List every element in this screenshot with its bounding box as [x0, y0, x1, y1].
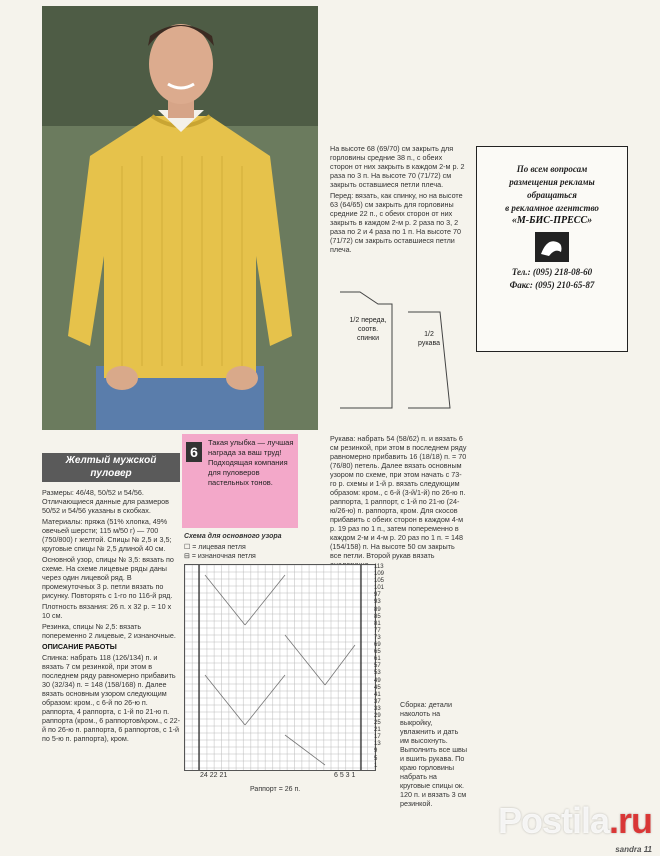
row-number: 93 [374, 599, 381, 606]
back-text: Спинка: набрать 118 (126/134) п. и вязать 7 см резинкой, при этом в последнем ряду равномерно прибавить 30 (32/34) п. = 148 (158/168) п. Далее вязать основным узором следующим образом: кром., с 6-й по 26-ю п. раппорта, 4 раппорта, с 1-й по 21-ю п. раппорта (кром., 6 раппортов/кром., с 22-й по 26-ю п. раппорта, 6 раппортов, с 1-й по 5-ю п. раппорта), кром. [42, 653, 180, 743]
chart-rapport-label: Раппорт = 26 п. [250, 786, 301, 793]
row-number: 113 [374, 564, 384, 570]
ad-line-1: По всем вопросам [516, 164, 588, 174]
sizes-text: Размеры: 46/48, 50/52 и 54/56. Отличающиеся данные для размеров 50/52 и 54/56 указаны в скобках. [42, 488, 170, 515]
legend-1-text: = лицевая петля [192, 544, 246, 551]
row-number: 65 [374, 649, 381, 656]
row-number: 53 [374, 670, 381, 677]
assembly-text: Сборка: детали наколоть на выкройку, увлажнить и дать им высохнуть. Выполнить все швы и вшить рукава. По краю горловины набрать на круговые спицы ок. 120 п. и вязать 3 см резинкой. [400, 700, 467, 808]
row-number: 105 [374, 578, 385, 585]
knitting-chart [184, 564, 376, 771]
chart-right-stitch-numbers: 6 5 3 1 [334, 772, 356, 779]
work-heading: ОПИСАНИЕ РАБОТЫ [42, 642, 117, 651]
row-number: 1 [374, 762, 378, 769]
row-number: 89 [374, 606, 381, 613]
assembly-column [400, 700, 468, 810]
page-footer [615, 845, 652, 854]
pattern-text: Основной узор, спицы № 3,5: вязать по схеме. На схеме лицевые ряды даны через один лицевой ряд. В промежуточных 3 р. петли вязать по рисунку. Повторять с 1-го по 116-й ряд. [42, 555, 174, 600]
caption-number: 6 [186, 442, 202, 462]
watermark [498, 800, 652, 842]
chart-legend-2: ⊟ = изнаночная петля [184, 553, 256, 560]
front-text: Перед: вязать, как спинку, но на высоте 63 (64/65) см закрыть для горловины средние 22 п., с обеих сторон от них закрыть в каждом 2-м р. 2 раза по 3, 2 раза по 2 и 4 раза по 1 п. На высоте 70 (71/72) см закрыть оставшиеся петли плеча. [330, 191, 463, 254]
row-number: 101 [374, 585, 385, 592]
row-number: 109 [374, 571, 385, 578]
schematic-front-label: 1/2 переда, соотв. спинки [349, 317, 387, 342]
ad-box [476, 146, 628, 352]
materials-text: Материалы: пряжа (51% хлопка, 49% овечьей шерсти; 115 м/50 г) — 700 (750/800) г желтой. Спицы № 2,5 и 3,5; круговые спицы № 2,5 длиной 40 см. [42, 517, 172, 553]
row-number: 37 [374, 698, 381, 705]
watermark-name: Postila [497, 800, 609, 841]
ad-line-3: обращаться [527, 190, 577, 200]
pattern-title [42, 453, 180, 482]
ad-brand: «М-БИС-ПРЕСС» [511, 215, 593, 226]
row-number: 57 [374, 663, 381, 670]
row-number: 21 [374, 727, 381, 734]
row-number: 33 [374, 705, 381, 712]
schematic-diagram [330, 282, 470, 422]
mid-text-top [330, 144, 466, 256]
row-number: 25 [374, 720, 381, 727]
agency-logo-icon [535, 232, 569, 262]
chart-left-stitch-numbers: 24 22 21 [200, 772, 228, 779]
row-number: 13 [374, 741, 381, 748]
row-number: 9 [374, 748, 378, 755]
model-photo [42, 6, 318, 430]
schematic-sleeve-label: 1/2 рукава [418, 331, 440, 347]
row-number: 81 [374, 620, 381, 627]
row-number: 49 [374, 677, 381, 684]
ad-phone: Тел.: (095) 218-08-60 [511, 267, 593, 277]
ad-fax: Факс: (095) 210-65-87 [509, 280, 595, 290]
caption-text: Такая улыбка — лучшая награда за ваш труд! Подходящая компания для пуловеров пастельных тонов. [208, 438, 294, 487]
row-number: 97 [374, 592, 381, 599]
caption-box [182, 434, 298, 528]
title-line-1: Желтый мужской [65, 455, 157, 466]
mid-text-sleeve [330, 434, 468, 571]
legend-2-text: = изнаночная петля [191, 553, 256, 560]
row-number: 69 [374, 642, 381, 649]
left-text-column [42, 488, 180, 745]
row-number: 85 [374, 613, 381, 620]
title-line-2: пуловер [90, 468, 132, 479]
chart-legend-1: ☐ = лицевая петля [184, 544, 246, 551]
chart-title: Схема для основного узора [184, 533, 282, 540]
ad-line-4: в рекламное агентство [505, 203, 599, 213]
row-number: 77 [374, 627, 381, 634]
rib-text: Резинка, спицы № 2,5: вязать попеременно 2 лицевые, 2 изнаночные. [42, 622, 176, 640]
footer-brand: sandra [615, 845, 642, 854]
row-number: 17 [374, 734, 381, 741]
page-number: 11 [643, 845, 652, 854]
ad-line-2: размещения рекламы [509, 177, 595, 187]
row-number: 41 [374, 691, 381, 698]
row-number: 5 [374, 755, 378, 762]
sleeve-text: Рукава: набрать 54 (58/62) п. и вязать 6 см резинкой, при этом в последнем ряду равномерно прибавить 16 (18/18) п. = 70 (76/80) петель. Далее вязать основным узором по схеме, при этом начать с 73-го р. схемы и 1-й р. вязать следующим образом: кром., с 6-й (3-й/1-й) по 26-ю п. раппорта, 1 раппорт, с 1-й по 21-ю (24-ю/26-ю) п. раппорта, кром. Для скосов прибавить с обеих сторон в каждом 4-м р. 19 раз по 1 п., затем попеременно в каждом 2-м и 4-м р. 20 раз по 1 п. = 148 (154/158) п. На высоте 50 см закрыть все петли. Второй рукав вязать [330, 434, 467, 560]
row-number: 73 [374, 634, 381, 641]
watermark-domain: .ru [608, 800, 652, 841]
row-number: 61 [374, 656, 381, 663]
neck-text: На высоте 68 (69/70) см закрыть для горловины средние 38 п., с обеих сторон от них закрыть в каждом 2-м р. 2 раза по 3 п. На высоте 70 (71/72) см закрыть оставшиеся петли плеча. [330, 144, 465, 189]
row-number: 29 [374, 712, 381, 719]
density-text: Плотность вязания: 26 п. х 32 р. = 10 х 10 см. [42, 602, 172, 620]
row-number: 45 [374, 684, 381, 691]
chart-row-numbers [374, 564, 398, 770]
